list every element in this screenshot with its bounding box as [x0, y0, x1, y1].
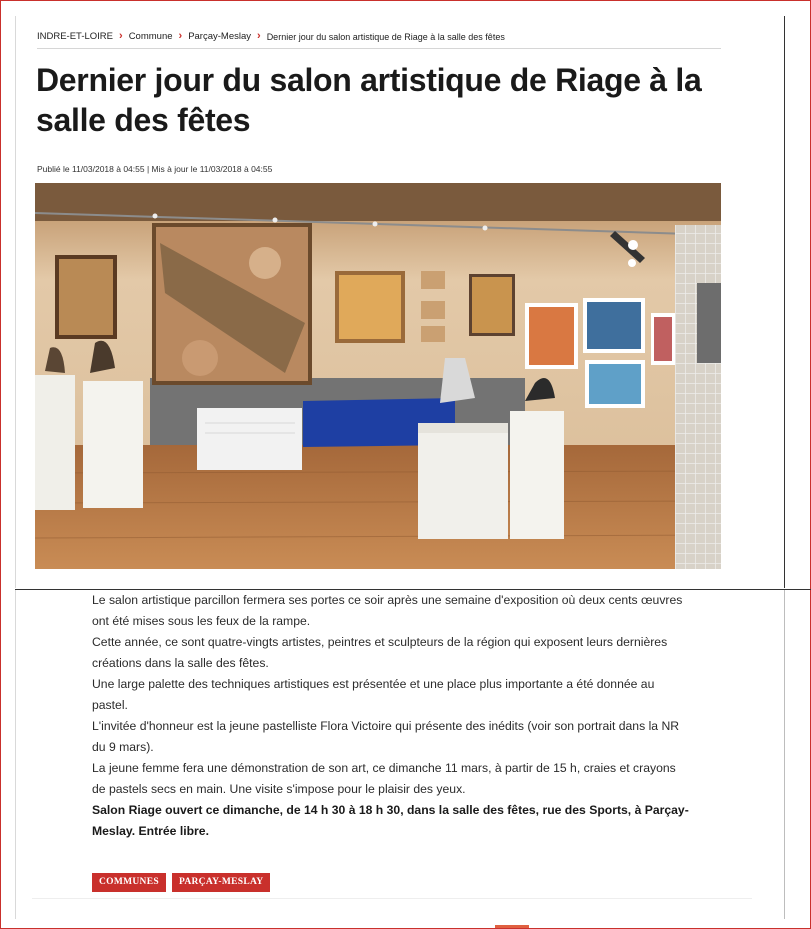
article-paragraph: Une large palette des techniques artistiques est présentée et une place plus importante a été donnée au pastel. [92, 677, 655, 712]
breadcrumb-parcay-meslay[interactable]: Parçay-Meslay [188, 31, 252, 42]
tag-parcay-meslay[interactable]: PARÇAY-MESLAY [172, 873, 271, 892]
article-publication-meta: Publié le 11/03/2018 à 04:55 | Mis à jour le 11/03/2018 à 04:55 [37, 164, 273, 174]
breadcrumb-commune[interactable]: Commune [128, 31, 173, 42]
article-closing-info: Salon Riage ouvert ce dimanche, de 14 h 30 à 18 h 30, dans la salle des fêtes, rue des Sports, à Parçay-Meslay. Entrée libre. [92, 803, 689, 838]
article-paragraph: L'invitée d'honneur est la jeune pastelliste Flora Victoire qui présente des inédits (voir son portrait dans la NR du 9 mars). [92, 719, 680, 754]
article-paragraph: Le salon artistique parcillon fermera ses portes ce soir après une semaine d'exposition où deux cents œuvres ont été mises sous les feux de la rampe. [92, 593, 683, 628]
chevron-right-icon: › [178, 30, 183, 42]
article-tags [92, 873, 270, 892]
article-title: Dernier jour du salon artistique de Riage à la salle des fêtes [36, 62, 702, 138]
footer-separator [32, 898, 752, 899]
breadcrumb-current-article: Dernier jour du salon artistique de Riage à la salle des fêtes [266, 32, 505, 42]
article-photo [35, 183, 721, 569]
article-body [92, 590, 692, 842]
breadcrumb-indre-et-loire[interactable]: INDRE-ET-LOIRE [37, 31, 114, 42]
breadcrumb [37, 31, 721, 49]
chevron-right-icon: › [119, 30, 123, 42]
article-paragraph: La jeune femme fera une démonstration de son art, ce dimanche 11 mars, à partir de 15 h, craies et crayons de pastels secs en main. Une visite s'impose pour le plaisir des yeux. [92, 761, 676, 796]
tag-communes[interactable]: COMMUNES [92, 873, 166, 892]
footer-accent-mark [495, 925, 529, 928]
article-paragraph: Cette année, ce sont quatre-vingts artistes, peintres et sculpteurs de la région qui exposent leurs dernières créations dans la salle des fêtes. [92, 635, 668, 670]
chevron-right-icon: › [257, 30, 261, 42]
